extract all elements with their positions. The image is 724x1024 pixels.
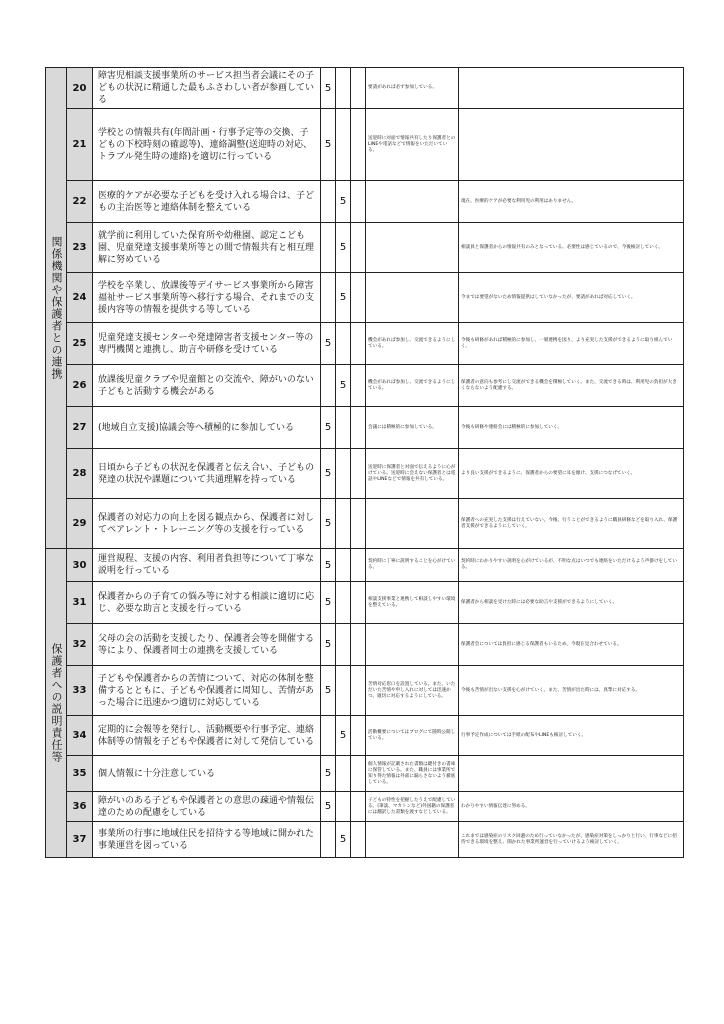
status-comment: 子どもの特性を把握したうえで配慮している。(筆談、マカトンなど)外国籍の保護者には翻訳した書類を渡すなどしている。 bbox=[366, 792, 459, 822]
answer-no-count bbox=[351, 109, 366, 181]
status-comment bbox=[366, 499, 459, 549]
status-comment: 送迎時に対面で情報共有したり保護者とのLINEや電話などで情報をいただいている。 bbox=[366, 109, 459, 181]
answer-no-count bbox=[351, 822, 366, 858]
table-row bbox=[46, 323, 684, 365]
item-text: 障害児相談支援事業所のサービス担当者会議にその子どもの状況に精通した最もふさわしい者が参画している bbox=[93, 68, 321, 109]
item-text: 子どもや保護者からの苦情について、対応の体制を整備するとともに、子どもや保護者に周知し、苦情があった場合に迅速かつ適切に対応している bbox=[93, 666, 321, 716]
answer-no-count bbox=[351, 499, 366, 549]
answer-partial-count bbox=[336, 109, 351, 181]
status-comment bbox=[366, 273, 459, 323]
table-row bbox=[46, 499, 684, 549]
improvement-comment: 保護者の意向も参考にし交流ができる機会を積極していく。また、交流できる時は、利用児の負担が大きくならないよう配慮する。 bbox=[459, 365, 684, 407]
answer-partial-count bbox=[336, 449, 351, 499]
item-number: 31 bbox=[67, 582, 93, 624]
item-number: 25 bbox=[67, 323, 93, 365]
answer-partial-count: 5 bbox=[336, 181, 351, 223]
improvement-comment: 行事予定作成については手紙の配布やLINEも検討していく。 bbox=[459, 716, 684, 756]
item-text: (地域自立支援)協議会等へ積極的に参加している bbox=[93, 407, 321, 449]
item-text: 日頃から子どもの状況を保護者と伝え合い、子どもの発達の状況や課題について共通理解を持っている bbox=[93, 449, 321, 499]
status-comment: 送迎時に保護者と対面で伝えるように心がけている。送迎時に会えない保護者とは電話やLINEなどで情報を共有している。 bbox=[366, 449, 459, 499]
improvement-comment bbox=[459, 756, 684, 792]
table-row bbox=[46, 756, 684, 792]
item-text: 事業所の行事に地域住民を招待する等地域に開かれた事業運営を図っている bbox=[93, 822, 321, 858]
answer-yes-count: 5 bbox=[321, 624, 336, 666]
answer-no-count bbox=[351, 624, 366, 666]
table-row bbox=[46, 223, 684, 273]
improvement-comment bbox=[459, 68, 684, 109]
answer-yes-count: 5 bbox=[321, 666, 336, 716]
table-row bbox=[46, 582, 684, 624]
category-cell bbox=[46, 68, 67, 549]
answer-yes-count bbox=[321, 822, 336, 858]
answer-no-count bbox=[351, 792, 366, 822]
item-text: 保護者の対応力の向上を図る観点から、保護者に対してペアレント・トレーニング等の支援を行っている bbox=[93, 499, 321, 549]
answer-yes-count: 5 bbox=[321, 323, 336, 365]
status-comment: 会議には積極的に参加している。 bbox=[366, 407, 459, 449]
evaluation-sheet bbox=[45, 67, 678, 858]
answer-yes-count bbox=[321, 223, 336, 273]
answer-no-count bbox=[351, 365, 366, 407]
answer-partial-count bbox=[336, 666, 351, 716]
improvement-comment: 契約時にわかりやすい説明を心がけているが、不明な点はいつでも連絡をいただけるよう声掛けをしている。 bbox=[459, 549, 684, 582]
status-comment: 個人情報が記載された書類は鍵付きの書庫に保管している。また、職員には事業所で知り得た情報は外部に漏らさないよう徹底している。 bbox=[366, 756, 459, 792]
item-text: 児童発達支援センターや発達障害者支援センター等の専門機関と連携し、助言や研修を受けている bbox=[93, 323, 321, 365]
evaluation-table bbox=[45, 67, 684, 858]
table-row bbox=[46, 716, 684, 756]
item-text: 父母の会の活動を支援したり、保護者会等を開催する等により、保護者同士の連携を支援している bbox=[93, 624, 321, 666]
evaluation-table-body bbox=[46, 68, 684, 858]
improvement-comment: 保護者会については負担に感じる保護者もいるため、今現在見合わせている。 bbox=[459, 624, 684, 666]
item-text: 定期的に会報等を発行し、活動概要や行事予定、連絡体制等の情報を子どもや保護者に対して発信している bbox=[93, 716, 321, 756]
item-number: 32 bbox=[67, 624, 93, 666]
answer-partial-count bbox=[336, 323, 351, 365]
improvement-comment: より良い支援ができるように、保護者からの要望に耳を傾け、支援につなげていく。 bbox=[459, 449, 684, 499]
table-row bbox=[46, 822, 684, 858]
status-comment: 相談支援事業と連携して相談しやすい環境を整えている。 bbox=[366, 582, 459, 624]
answer-yes-count bbox=[321, 716, 336, 756]
answer-partial-count bbox=[336, 68, 351, 109]
item-text: 運営規程、支援の内容、利用者負担等について丁寧な説明を行っている bbox=[93, 549, 321, 582]
answer-partial-count: 5 bbox=[336, 273, 351, 323]
item-text: 就学前に利用していた保育所や幼稚園、認定こども園、児童発達支援事業所等との間で情報共有と相互理解に努めている bbox=[93, 223, 321, 273]
improvement-comment: 今後も苦情が出ない支援を心がけていく。また、苦情が出た時には、真摯に対応する。 bbox=[459, 666, 684, 716]
answer-no-count bbox=[351, 716, 366, 756]
improvement-comment: 今後も研修や連絡会には積極的に参加していく。 bbox=[459, 407, 684, 449]
answer-partial-count: 5 bbox=[336, 223, 351, 273]
answer-partial-count bbox=[336, 499, 351, 549]
answer-partial-count bbox=[336, 582, 351, 624]
item-number: 34 bbox=[67, 716, 93, 756]
answer-yes-count: 5 bbox=[321, 582, 336, 624]
table-row bbox=[46, 792, 684, 822]
table-row bbox=[46, 365, 684, 407]
item-number: 21 bbox=[67, 109, 93, 181]
table-row bbox=[46, 549, 684, 582]
table-row bbox=[46, 109, 684, 181]
improvement-comment: 今までは要望がないため情報提供はしていなかったが、要請があれば対応していく。 bbox=[459, 273, 684, 323]
status-comment bbox=[366, 181, 459, 223]
item-number: 24 bbox=[67, 273, 93, 323]
answer-no-count bbox=[351, 549, 366, 582]
table-row bbox=[46, 407, 684, 449]
table-row bbox=[46, 449, 684, 499]
improvement-comment bbox=[459, 109, 684, 181]
answer-yes-count: 5 bbox=[321, 499, 336, 549]
answer-no-count bbox=[351, 449, 366, 499]
item-text: 放課後児童クラブや児童館との交流や、障がいのない子どもと活動する機会がある bbox=[93, 365, 321, 407]
answer-no-count bbox=[351, 181, 366, 223]
answer-partial-count bbox=[336, 792, 351, 822]
answer-no-count bbox=[351, 68, 366, 109]
status-comment: 活動概要についてはブログにて随時公開している。 bbox=[366, 716, 459, 756]
answer-partial-count bbox=[336, 407, 351, 449]
item-text: 学校との情報共有(年間計画・行事予定等の交換、子どもの下校時刻の確認等)、連絡調整(送迎時の対応、トラブル発生時の連絡)を適切に行っている bbox=[93, 109, 321, 181]
item-text: 学校を卒業し、放課後等デイサービス事業所から障害福祉サービス事業所等へ移行する場合、それまでの支援内容等の情報を提供する等している bbox=[93, 273, 321, 323]
improvement-comment: わかりやすい情報伝達に努める。 bbox=[459, 792, 684, 822]
answer-partial-count: 5 bbox=[336, 822, 351, 858]
item-text: 個人情報に十分注意している bbox=[93, 756, 321, 792]
answer-yes-count bbox=[321, 273, 336, 323]
improvement-comment: 相談員と保護者からの情報共有のみとなっている。必要性は感じているので、今後検討していく。 bbox=[459, 223, 684, 273]
table-row bbox=[46, 624, 684, 666]
answer-yes-count: 5 bbox=[321, 792, 336, 822]
table-row bbox=[46, 273, 684, 323]
item-number: 22 bbox=[67, 181, 93, 223]
improvement-comment: 保護者から相談を受けた時には必要な助言や支援ができるようにしていく。 bbox=[459, 582, 684, 624]
status-comment bbox=[366, 822, 459, 858]
item-number: 35 bbox=[67, 756, 93, 792]
item-text: 保護者からの子育ての悩み等に対する相談に適切に応じ、必要な助言と支援を行っている bbox=[93, 582, 321, 624]
answer-no-count bbox=[351, 756, 366, 792]
status-comment: 機会があれば参加し、交流できるようにしている。 bbox=[366, 365, 459, 407]
item-text: 障がいのある子どもや保護者との意思の疎通や情報伝達のための配慮をしている bbox=[93, 792, 321, 822]
improvement-comment: これまでは感染症のリスク回避のため行っていなかったが、感染症対策をしっかりと行い、行事などに招待できる環境を整え、開かれた事業所運営を行っていけるよう検討していく。 bbox=[459, 822, 684, 858]
answer-yes-count: 5 bbox=[321, 407, 336, 449]
answer-yes-count: 5 bbox=[321, 549, 336, 582]
item-number: 37 bbox=[67, 822, 93, 858]
answer-yes-count bbox=[321, 365, 336, 407]
answer-yes-count: 5 bbox=[321, 756, 336, 792]
category-cell bbox=[46, 549, 67, 858]
answer-yes-count bbox=[321, 181, 336, 223]
answer-no-count bbox=[351, 273, 366, 323]
answer-yes-count: 5 bbox=[321, 68, 336, 109]
answer-partial-count: 5 bbox=[336, 716, 351, 756]
status-comment: 機会があれば参加し、交流できるようにしている。 bbox=[366, 323, 459, 365]
answer-partial-count bbox=[336, 756, 351, 792]
answer-no-count bbox=[351, 223, 366, 273]
status-comment bbox=[366, 624, 459, 666]
answer-no-count bbox=[351, 582, 366, 624]
item-number: 30 bbox=[67, 549, 93, 582]
answer-no-count bbox=[351, 323, 366, 365]
status-comment: 契約時に丁寧に説明することを心がけている。 bbox=[366, 549, 459, 582]
item-number: 36 bbox=[67, 792, 93, 822]
item-number: 26 bbox=[67, 365, 93, 407]
answer-yes-count: 5 bbox=[321, 449, 336, 499]
status-comment bbox=[366, 223, 459, 273]
improvement-comment: 保護者への充実した支援は行えていない。今後、行うことができるように職員研修などを取り入れ、保護者支援ができるようにしていく。 bbox=[459, 499, 684, 549]
item-number: 33 bbox=[67, 666, 93, 716]
category-label: 関係機関や保護者との連携 bbox=[50, 236, 64, 381]
answer-partial-count bbox=[336, 549, 351, 582]
answer-no-count bbox=[351, 666, 366, 716]
improvement-comment: 現在、医療的ケアが必要な利用児の利用はありません。 bbox=[459, 181, 684, 223]
item-number: 28 bbox=[67, 449, 93, 499]
improvement-comment: 今後も研修があれば積極的に参加し、一層連携を図り、より充実した支援ができるように取り組んでいく。 bbox=[459, 323, 684, 365]
item-text: 医療的ケアが必要な子どもを受け入れる場合は、子どもの主治医等と連絡体制を整えている bbox=[93, 181, 321, 223]
table-row bbox=[46, 181, 684, 223]
table-row bbox=[46, 68, 684, 109]
item-number: 20 bbox=[67, 68, 93, 109]
item-number: 29 bbox=[67, 499, 93, 549]
status-comment: 苦情対応窓口を設置している。また、いただいた苦情や申し入れに対しては迅速かつ、適切に対応するようにしている。 bbox=[366, 666, 459, 716]
item-number: 23 bbox=[67, 223, 93, 273]
status-comment: 要請があれば必ず参加している。 bbox=[366, 68, 459, 109]
answer-partial-count: 5 bbox=[336, 365, 351, 407]
item-number: 27 bbox=[67, 407, 93, 449]
answer-partial-count bbox=[336, 624, 351, 666]
answer-no-count bbox=[351, 407, 366, 449]
table-row bbox=[46, 666, 684, 716]
answer-yes-count: 5 bbox=[321, 109, 336, 181]
category-label: 保護者への説明責任等 bbox=[50, 643, 64, 764]
